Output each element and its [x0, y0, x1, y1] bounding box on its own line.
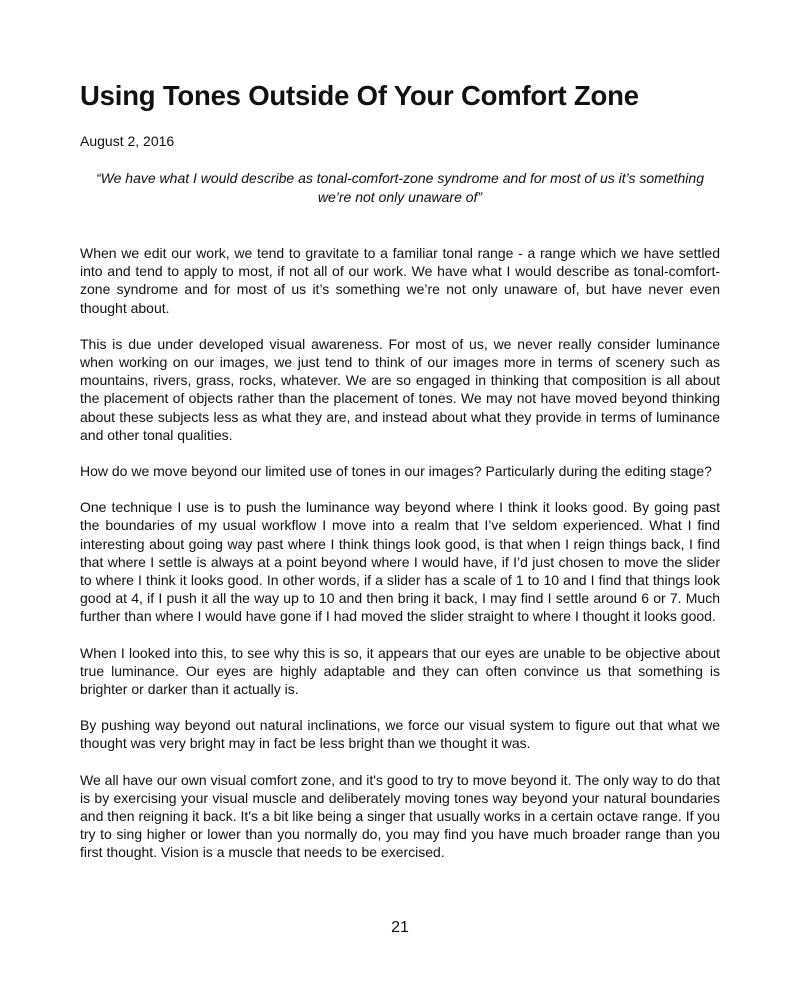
article-title: Using Tones Outside Of Your Comfort Zone	[80, 80, 639, 111]
body-paragraph: When I looked into this, to see why this is so, it appears that our eyes are unable to be objective about true luminance. Our eyes are highly adaptable and they can often convince us that something is brighter or darker than it actually is.	[80, 644, 720, 698]
body-paragraph: We all have our own visual comfort zone, and it's good to try to move beyond it. The only way to do that is by exercising your visual muscle and deliberately moving tones way beyond your natural boundaries and then reigning it back. It's a bit like being a singer that usually works in a certain octave range. If you try to sing higher or lower than you normally do, you may find you have much broader range than you first thought. Vision is a muscle that needs to be exercised.	[80, 771, 720, 861]
body-paragraph: By pushing way beyond out natural inclinations, we force our visual system to figure out that what we thought was very bright may in fact be less bright than we thought it was.	[80, 717, 720, 752]
body-paragraph: When we edit our work, we tend to gravitate to a familiar tonal range - a range which we have settled into and tend to apply to most, if not all of our work. We have what I would describe as tonal-comfort-zone syndrome and for most of us it’s something we’re not only unaware of, but have never even thought about.	[80, 245, 720, 316]
body-paragraph: One technique I use is to push the luminance way beyond where I think it looks good. By going past the boundaries of my usual workflow I move into a realm that I’ve seldom experienced. What I find interesting about going way past where I think things look good, is that when I reign things back, I find that where I settle is always at a point beyond where I would have, if I’d just chosen to move the slider to where I think it looks good. In other words, if a slider has a scale of 1 to 10 and I find that things look good at 4, if I push it all the way up to 10 and then bring it back, I may find I settle around 6 or 7. Much further than where I would have gone if I had moved the slider straight to where I thought it looks good.	[80, 499, 720, 625]
body-paragraph: How do we move beyond our limited use of tones in our images? Particularly during the editing stage?	[80, 463, 712, 480]
document-page	[80, 0, 720, 1000]
article-date: August 2, 2016	[80, 133, 175, 149]
pull-quote: “We have what I would describe as tonal-comfort-zone syndrome and for most of us it’s something we’re not only unaware of”	[96, 170, 704, 205]
article-body	[80, 244, 720, 880]
page-number: 21	[391, 919, 409, 936]
body-paragraph: This is due under developed visual awareness. For most of us, we never really consider luminance when working on our images, we just tend to think of our images more in terms of scenery such as mountains, rivers, grass, rocks, whatever. We are so engaged in thinking that composition is all about the placement of objects rather than the placement of tones. We may not have moved beyond thinking about these subjects less as what they are, and instead about what they provide in terms of luminance and other tonal qualities.	[80, 335, 720, 443]
